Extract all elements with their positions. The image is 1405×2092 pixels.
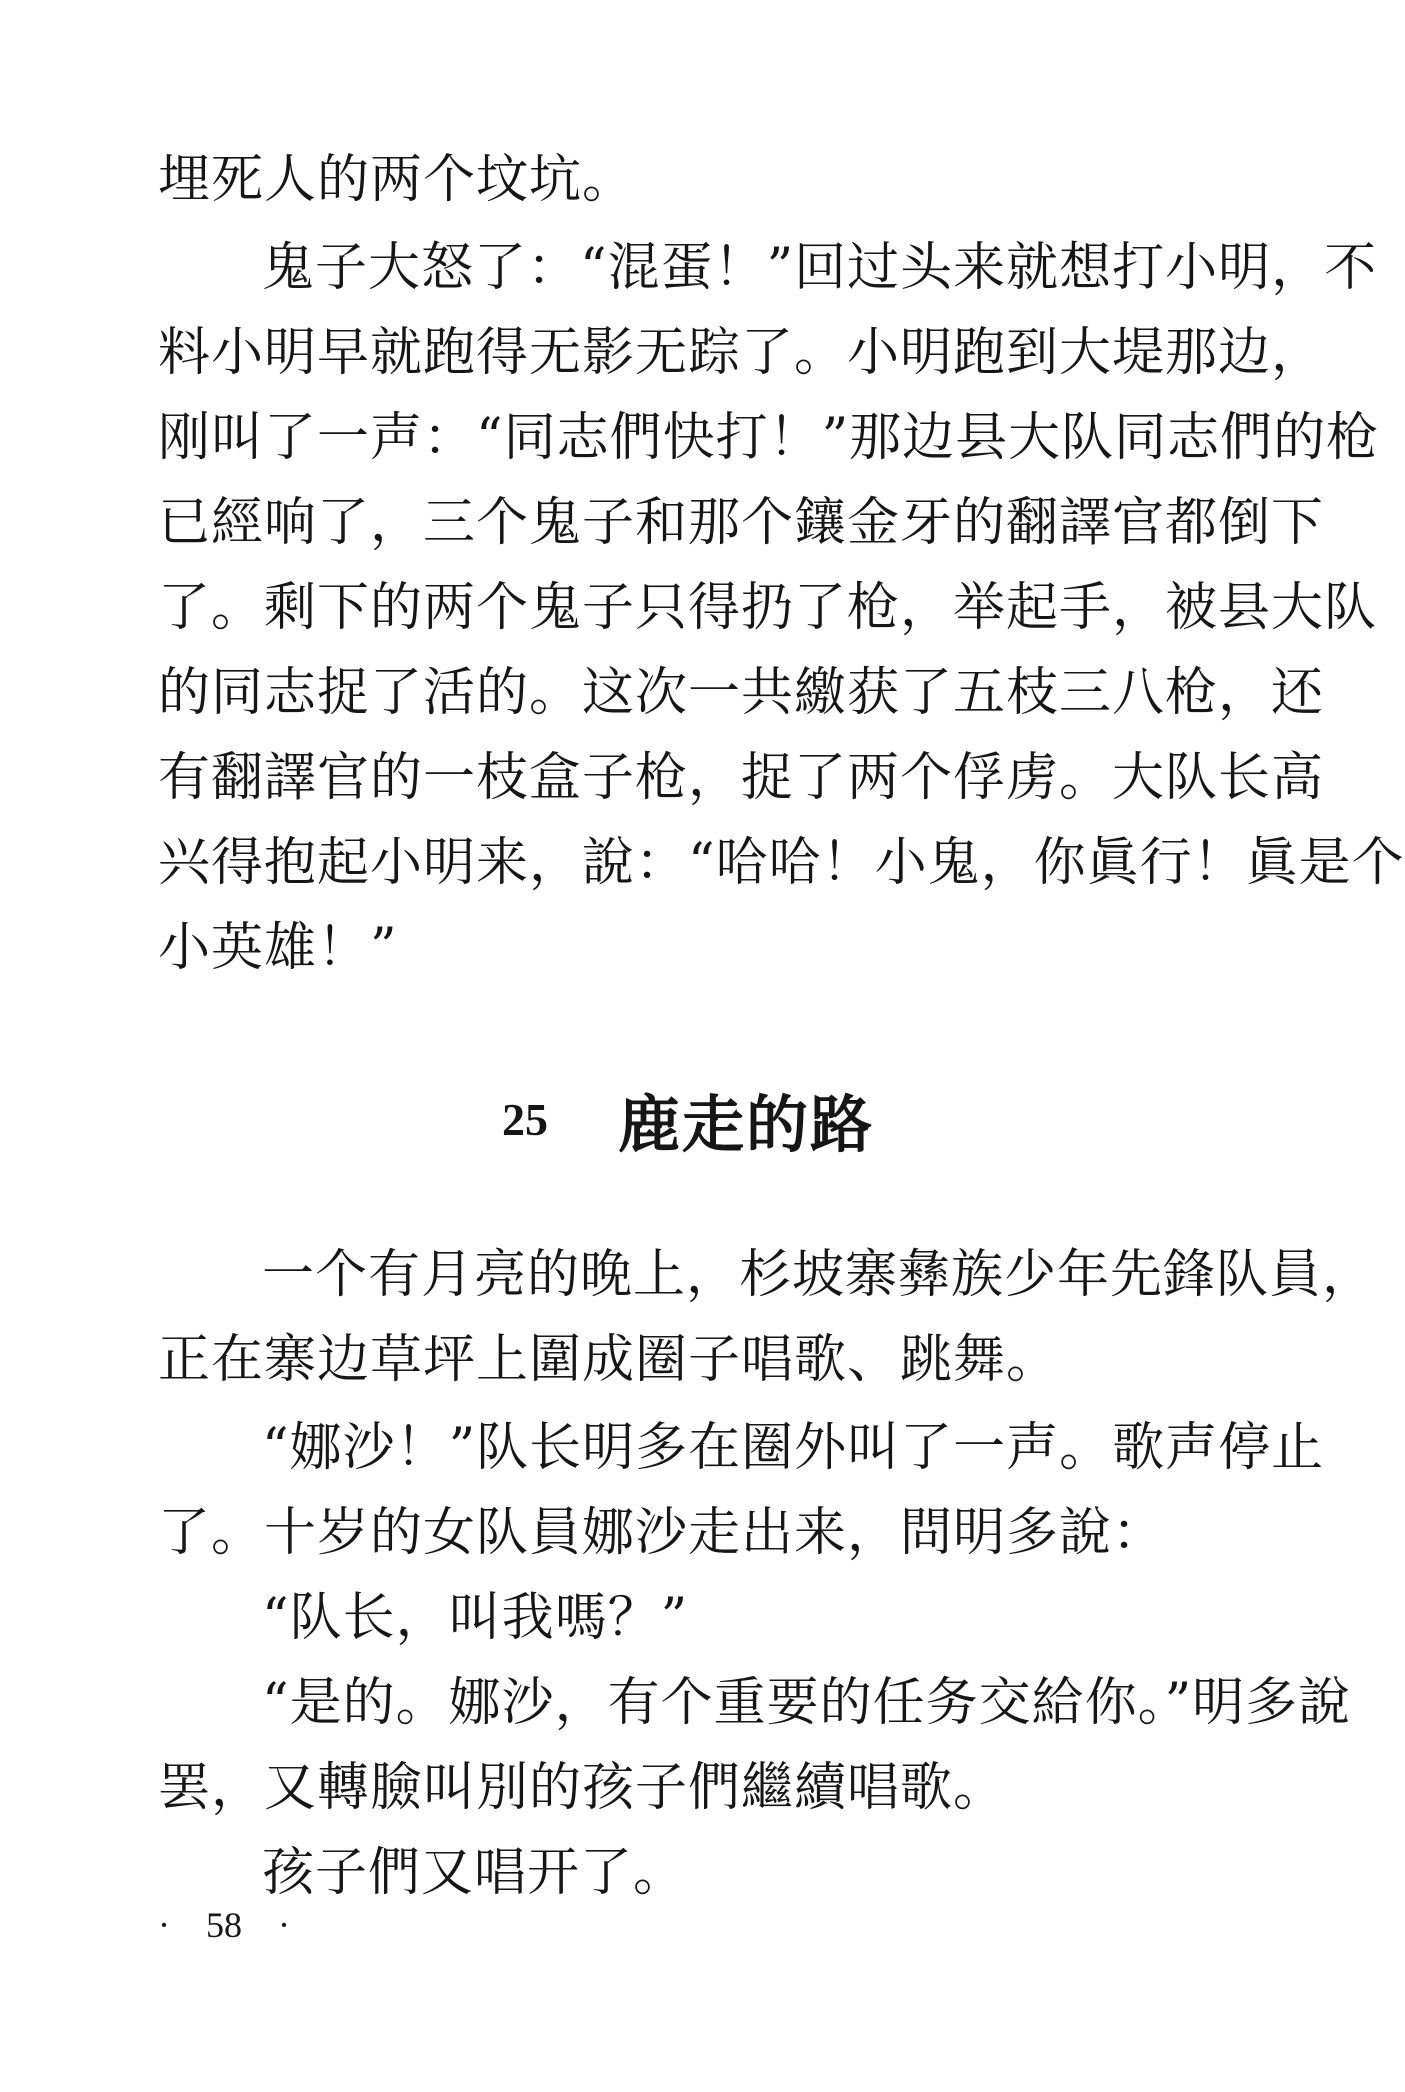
folio-dot: ·: [158, 1905, 170, 1945]
text-line: 料小明早就跑得无影无踪了。小明跑到大堤那边，: [158, 323, 1325, 383]
section-number: 25: [501, 1094, 548, 1145]
section-title: 鹿走的路: [617, 1088, 874, 1161]
text-line: “是的。娜沙，有个重要的任务交給你。”明多說: [262, 1673, 1352, 1733]
text-line: 了。十岁的女队員娜沙走出来，問明多說：: [158, 1503, 1166, 1563]
text-line: 一个有月亮的晚上，杉坡寨彝族少年先鋒队員，: [262, 1245, 1376, 1305]
folio-number: 58: [206, 1905, 242, 1945]
page-number: [158, 1905, 290, 1945]
text-line: 刚叫了一声：“同志們快打！”那边县大队同志們的枪: [158, 408, 1380, 468]
text-line: 正在寨边草坪上圍成圈子唱歌、跳舞。: [158, 1330, 1060, 1390]
section-heading: [0, 1075, 1376, 1161]
text-line: 了。剩下的两个鬼子只得扔了枪，举起手，被县大队: [158, 578, 1378, 638]
text-line: 鬼子大怒了：“混蛋！”回过头来就想打小明，不: [262, 238, 1378, 298]
text-line: 小英雄！”: [158, 918, 398, 978]
folio-dot: ·: [278, 1905, 290, 1945]
text-line: 有翻譯官的一枝盒子枪，捉了两个俘虏。大队长高: [158, 748, 1325, 808]
text-line: 已經响了，三个鬼子和那个鑲金牙的翻譯官都倒下: [158, 493, 1325, 553]
text-line: 的同志捉了活的。这次一共繳获了五枝三八枪，还: [158, 663, 1325, 723]
text-line: 孩子們又唱开了。: [262, 1843, 687, 1903]
text-line: 埋死人的两个坟坑。: [158, 150, 636, 210]
text-line: “娜沙！”队长明多在圈外叫了一声。歌声停止: [262, 1418, 1325, 1478]
text-line: 罢，又轉臉叫別的孩子們繼續唱歌。: [158, 1758, 1007, 1818]
text-line: “队长，叫我嗎？”: [262, 1588, 689, 1648]
text-line: 兴得抱起小明来，說：“哈哈！小鬼，你眞行！眞是个: [158, 833, 1405, 893]
